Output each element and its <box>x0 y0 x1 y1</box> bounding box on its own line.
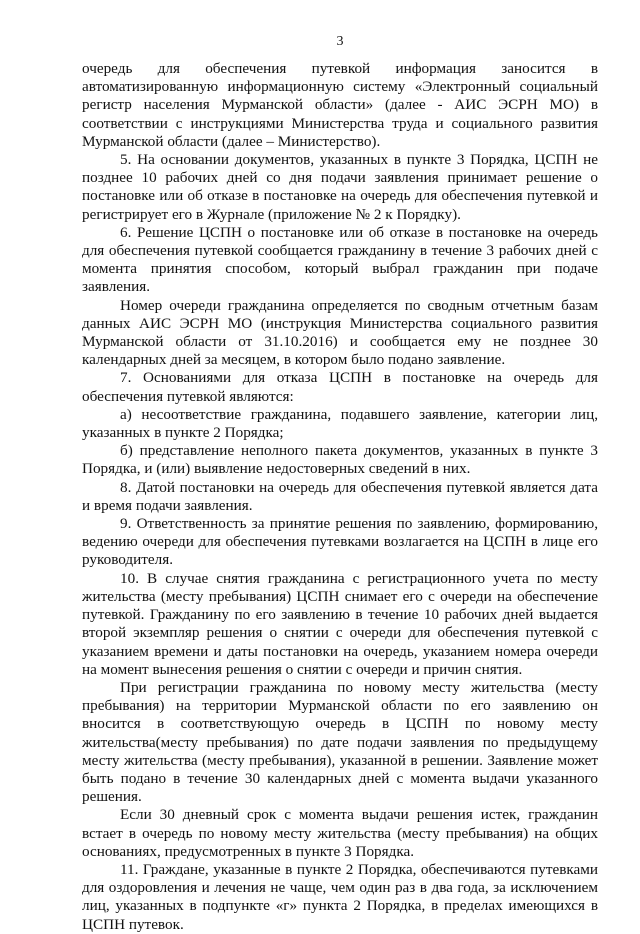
paragraph-item-5: 5. На основании документов, указанных в пункте 3 Порядка, ЦСПН не позднее 10 рабочих дней со дня подачи заявления принимает решение о постановке или об отказе в постановке на очередь для обеспечения путевкой и регистрирует его в Журнале (приложение № 2 к Порядку). <box>82 151 598 223</box>
paragraph-item-11: 11. Граждане, указанные в пункте 2 Порядка, обеспечиваются путевками для оздоровления и лечения не чаще, чем один раз в два года, за исключением лиц, указанных в подпункте «г» пункта 2 Порядка, в пределах имеющихся в ЦСПН путевок. <box>82 860 598 933</box>
paragraph-item-10: 10. В случае снятия гражданина с регистрационного учета по месту жительства (месту пребывания) ЦСПН снимает его с очереди на обеспечение путевкой. Гражданину по его заявлению в течение 10 рабочих дней выдается второй экземпляр решения о снятии с очереди для обеспечения путевкой с указанием времени и даты постановки на очередь, указанием номера очереди на момент вынесения решения о снятии с очереди и причин снятия. <box>82 569 598 678</box>
paragraph-item-9: 9. Ответственность за принятие решения по заявлению, формированию, ведению очереди для обеспечения путевками возлагается на ЦСПН в лице его руководителя. <box>82 515 598 569</box>
paragraph-item-7b: б) представление неполного пакета документов, указанных в пункте 3 Порядка, и (или) выявление недостоверных сведений в них. <box>82 442 598 478</box>
paragraph-deadline-expired: Если 30 дневный срок с момента выдачи решения истек, гражданин встает в очередь по новому месту жительства (месту пребывания) на общих основаниях, предусмотренных в пункте 3 Порядка. <box>82 806 598 860</box>
page-number: 3 <box>336 34 344 49</box>
paragraph-item-8: 8. Датой постановки на очередь для обеспечения путевкой является дата и время подачи заявления. <box>82 478 598 514</box>
paragraph-item-7: 7. Основаниями для отказа ЦСПН в постановке на очередь для обеспечения путевкой являются: <box>82 369 598 405</box>
paragraph-queue-info: очередь для обеспечения путевкой информация заносится в автоматизированную информационную систему «Электронный социальный регистр населения Мурманской области» (далее - АИС ЭСРН МО) в соответствии с инструкциями Министерства труда и социального развития Мурманской области (далее – Министерство). <box>82 60 598 150</box>
paragraph-new-residence: При регистрации гражданина по новому месту жительства (месту пребывания) на территории Мурманской области по его заявлению он вносится в соответствующую очередь в ЦСПН по новому месту жительства(месту пребывания) по дате подачи заявления по предыдущему месту жительства (месту пребывания), указанной в решении. Заявление может быть подано в течение 30 календарных дней с момента выдачи указанного решения. <box>82 678 598 806</box>
paragraph-item-7a: а) несоответствие гражданина, подавшего заявление, категории лиц, указанных в пункте 2 Порядка; <box>82 405 598 442</box>
paragraph-item-6: 6. Решение ЦСПН о постановке или об отказе в постановке на очередь для обеспечения путевкой сообщается гражданину в течение 3 рабочих дней с момента принятия способом, который выбрал гражданин при подаче заявления. <box>82 223 598 296</box>
paragraph-queue-number: Номер очереди гражданина определяется по сводным отчетным базам данных АИС ЭСРН МО (инструкция Министерства социального развития Мурманской области от 31.10.2016) и сообщается ему не позднее 30 календарных дней за месяцем, в котором было подано заявление. <box>82 296 598 369</box>
